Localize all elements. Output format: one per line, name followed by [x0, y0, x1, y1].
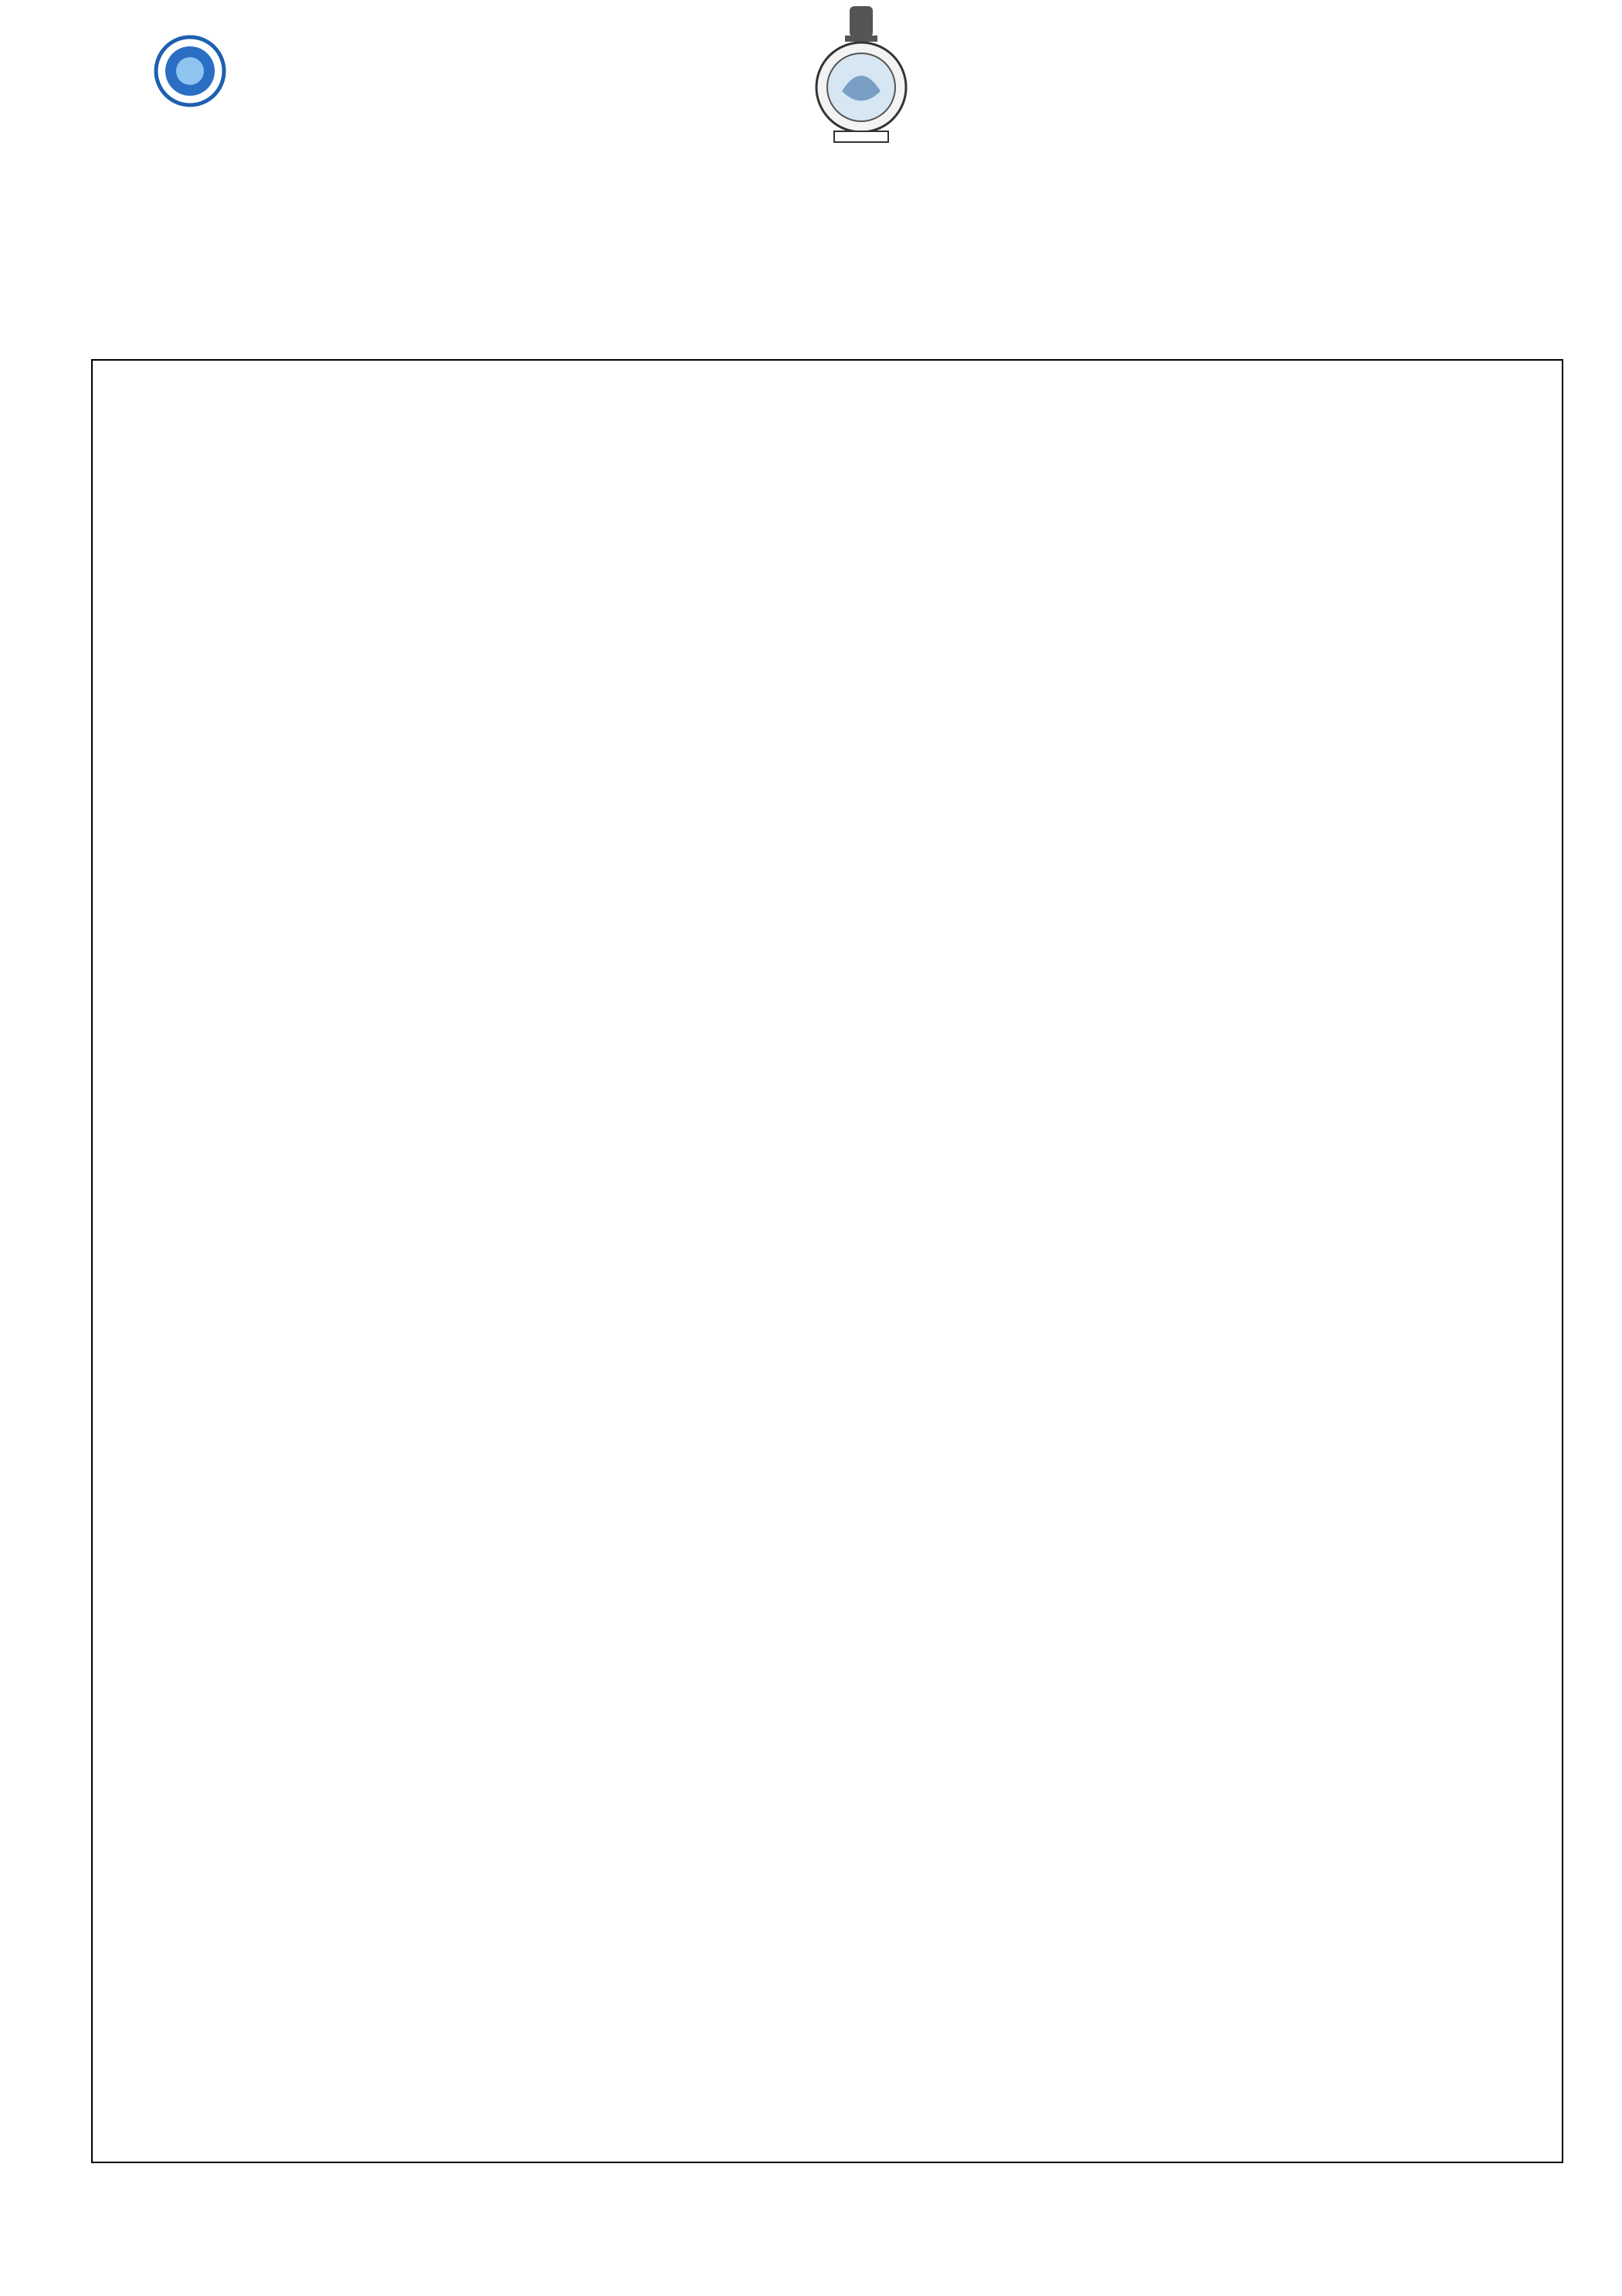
- imd-emblem-icon: [803, 6, 919, 145]
- imd-150-years-logo: [51, 25, 229, 148]
- bulletin-box: [91, 359, 1563, 2163]
